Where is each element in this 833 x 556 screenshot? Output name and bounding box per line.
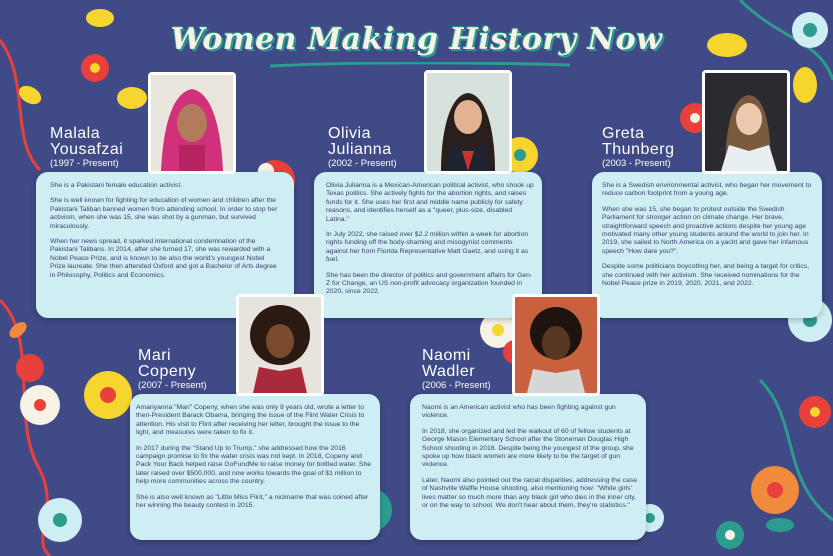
first-name: Olivia: [328, 125, 372, 142]
bio-paragraph: In July 2022, she raised over $2.2 million within a week for abortion rights funding off the body-shaming and misogynist comments against her from Florida Representative Matt Gaetz, and using it as fuel.: [326, 231, 529, 264]
bio-paragraph: She is well known for fighting for education of women and children after the Pakistani Taliban banned women from attending school. In order to stop her activism, when she was 15, she was shot by a gunman, but survived miraculously.: [50, 197, 278, 230]
portrait-photo-icon: [151, 75, 233, 171]
profile-years: (2007 - Present): [138, 380, 207, 391]
bio-paragraph: She is a Pakistani female education activist.: [50, 182, 183, 189]
bio-paragraph: She is a Swedish environmental activist, who began her movement to reduce carbon footprint from a young age.: [602, 182, 812, 198]
first-name: Mari: [138, 347, 172, 364]
first-name: Naomi: [422, 347, 471, 364]
bio-paragraph: When she was 15, she began to protest outside the Swedish Parliament for stronger action on climate change. Her brave, straightforward speech and proactive actions despite her young age motivated many other young students around the world to join her. In 2019, she sailed to North America on a yacht and gave her infamous speech "How dare you?".: [602, 205, 809, 255]
profile-years: (2003 - Present): [602, 158, 671, 169]
profile-name: [422, 348, 475, 380]
profile-name: [328, 126, 392, 158]
poster-title: Women Making History Now: [170, 22, 663, 57]
profile-photo-mari: [236, 294, 324, 396]
profile-years: (1997 - Present): [50, 158, 119, 169]
bio-paragraph: Despite some politicians boycotting her, and being a target for critics, she continued with her activism. She received nominations for the Nobel Peace prize in 2019, 2020, 2021, and 2022.: [602, 263, 810, 288]
profile-years: (2006 - Present): [422, 380, 491, 391]
portrait-photo-icon: [239, 297, 321, 393]
bio-paragraph: Olivia Julianna is a Mexican-American political activist, who shook up Texas politics. She actively fights for the abortion rights, and raises funds for it. She uses her first and middle name publicly for safety reasons, and identifies herself as a "queer, plus-size, disabled Latina.": [326, 182, 534, 223]
last-name: Wadler: [422, 363, 476, 380]
profile-years: (2002 - Present): [328, 158, 397, 169]
bio-paragraph: She has been the director of politics and government affairs for Gen-Z for Change, an US non-profit advocacy organization founded in 2020, since 2022.: [326, 271, 533, 296]
bio-paragraph: Amariyanna "Mari" Copeny, when she was only 8 years old, wrote a letter to then-President Barack Obama, bringing the issue of the Flint Water Crisis to attention. His visit to Flint after receiving her letter, brought the issue to the light, and measures were taken to fix it.: [136, 404, 365, 437]
last-name: Copeny: [138, 363, 197, 380]
bio-paragraph: Naomi is an American activist who has been fighting against gun violence.: [422, 404, 616, 420]
profile-name: [602, 126, 675, 158]
profile-photo-naomi: [512, 294, 600, 396]
profile-photo-olivia: [424, 70, 512, 174]
first-name: Greta: [602, 125, 645, 142]
last-name: Yousafzai: [50, 141, 124, 158]
profile-bio-malala: [50, 182, 280, 287]
profile-bio-mari: [136, 404, 374, 517]
bio-paragraph: She is also well known as "Little Miss Flint," a nickname that was coined after her winning the beauty contest in 2015.: [136, 493, 369, 510]
profile-name: [50, 126, 123, 158]
bio-paragraph: In 2017 during the "Stand Up to Trump," she addressed how the 2016 campaign promise to fix the water crisis was not kept. In 2018, Copeny and Pack Your Back helped raise GoFundMe to raise money for bottled water. She later raised over $500,000, and now works towards the goal of $1 million to help more communities across the country.: [136, 444, 372, 486]
profile-photo-malala: [148, 72, 236, 174]
profile-bio-greta: [602, 182, 814, 295]
portrait-photo-icon: [515, 297, 597, 393]
bio-paragraph: In 2018, she organized and led the walkout of 60 of fellow students at George Mason Elementary School after the Stoneman Douglas High School shooting in 2018. Despite being the youngest of the group, she spoke up how black women are more likely to be the target of gun violence.: [422, 427, 634, 469]
first-name: Malala: [50, 125, 101, 142]
last-name: Thunberg: [602, 141, 675, 158]
profile-bio-naomi: [422, 404, 638, 517]
profile-bio-olivia: [326, 182, 536, 304]
profile-photo-greta: [702, 70, 790, 174]
bio-paragraph: When her news spread, it sparked international condemnation of the Pakistani Talibans. In 2014, after she turned 17, she was rewarded with a Nobel Peace Prize, and is known to be also the world's youngest Nobel Prize laureate. She then attended Oxford and got a Bachelor of Arts degree in Philosophy, Politics and Economics.: [50, 238, 277, 279]
title-underline: [270, 62, 570, 68]
bio-paragraph: Later, Naomi also pointed out the racial disparities, addressing the case of Nashville Waffle House shooting, also mentioning how: "White girls' lives matter so much more than any black girl who dies in the inner city, or on the way to school. We don't hear about them, they're statistics.": [422, 476, 637, 510]
profile-name: [138, 348, 196, 380]
portrait-photo-icon: [705, 73, 787, 171]
last-name: Julianna: [328, 141, 392, 158]
portrait-photo-icon: [427, 73, 509, 171]
